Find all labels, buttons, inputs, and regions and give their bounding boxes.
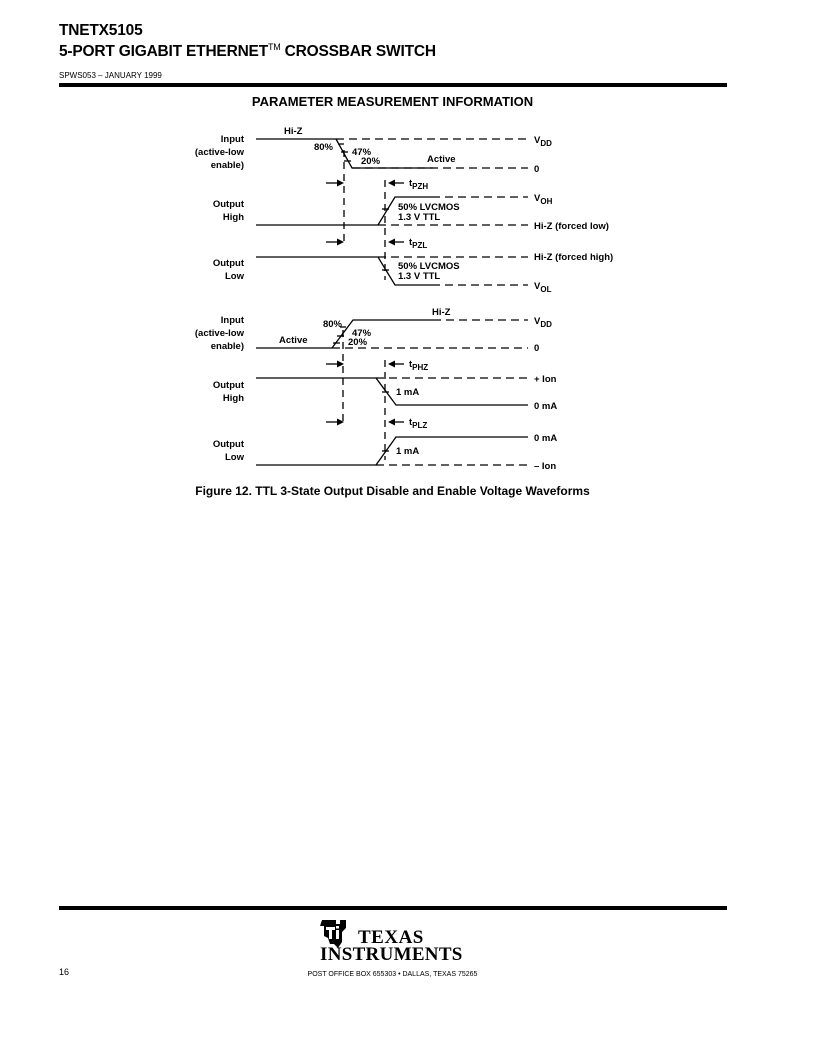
ttl-label: 1.3 V TTL [398,212,441,223]
voh-label: $V_{OH}$ [534,193,553,206]
out-low-label-2: Low [225,271,244,282]
enable-input-label-1: Input [220,134,244,145]
doc-id: SPWS053 – JANUARY 1999 [59,71,162,80]
figure-caption: Figure 12. TTL 3-State Output Disable and Enable Voltage Waveforms [195,484,590,498]
out-low-dis-label-1: Output [212,439,244,450]
ti-logo [314,918,464,966]
footer-address: POST OFFICE BOX 655303 • DALLAS, TEXAS 75265 [307,971,478,978]
tpzh-label: $t_{PZH}$ [409,178,429,191]
out-high-dis-label-2: High [222,393,244,404]
hiz-forced-high-label: Hi-Z (forced high) [534,252,614,263]
logo-text-instruments: INSTRUMENTS [320,944,463,965]
one-ma-label: 1 mA [396,387,420,398]
zero-ma-label: 0 mA [534,433,558,444]
active-label: Active [427,154,456,165]
output-high-disable-wave [256,378,528,405]
ttl-label: 1.3 V TTL [398,271,441,282]
minus-ion-label: – Ion [534,461,557,472]
pct47-label: 47% [352,147,372,158]
lvcmos-label: 50% LVCMOS [398,202,460,213]
enable-input-label-2: (active-low [194,147,244,158]
pct20-label: 20% [361,156,381,167]
vol-label: $V_{OL}$ [534,281,552,294]
page-number: 16 [59,967,70,977]
disable-input-label-2: (active-low [194,328,244,339]
hiz-label: Hi-Z [284,126,303,137]
out-high-dis-label-1: Output [212,380,244,391]
out-high-label-2: High [222,212,244,223]
plus-ion-label: + Ion [534,374,557,385]
footer-rule [59,906,727,910]
pct80-label: 80% [322,319,342,330]
one-ma-label: 1 mA [396,446,420,457]
section-title: PARAMETER MEASUREMENT INFORMATION [251,94,534,109]
hiz-label: Hi-Z [432,307,451,318]
pct47-label: 47% [352,328,372,339]
vdd-label: $V_{DD}$ [534,316,552,329]
pct20-label: 20% [348,337,368,348]
lvcmos-label: 50% LVCMOS [398,261,460,272]
title-end: CROSSBAR SWITCH [280,43,436,61]
logo-text-texas: TEXAS [358,927,424,948]
out-low-label-1: Output [212,258,244,269]
disable-input-label-3: enable) [210,341,244,352]
enable-input-label-3: enable) [210,160,244,171]
waveform-diagram [0,0,819,480]
zero-ma-label: 0 mA [534,401,558,412]
trademark-mark: TM [267,42,281,52]
hiz-forced-low-label: Hi-Z (forced low) [534,221,609,232]
zero-label: 0 [534,343,540,354]
part-number: TNETX5105 [59,22,143,39]
out-low-dis-label-2: Low [225,452,244,463]
tplz-label: $t_{PLZ}$ [409,417,428,430]
tphz-label: $t_{PHZ}$ [409,359,429,372]
disable-input-label-1: Input [220,315,244,326]
active-label: Active [279,335,308,346]
tpzl-label: $t_{PZL}$ [409,237,428,250]
title-main: 5-PORT GIGABIT ETHERNET [59,43,268,61]
vdd-label: $V_{DD}$ [534,135,552,148]
zero-label: 0 [534,164,540,175]
pct80-label: 80% [313,142,333,153]
out-high-label-1: Output [212,199,244,210]
output-low-disable-wave [256,437,528,465]
